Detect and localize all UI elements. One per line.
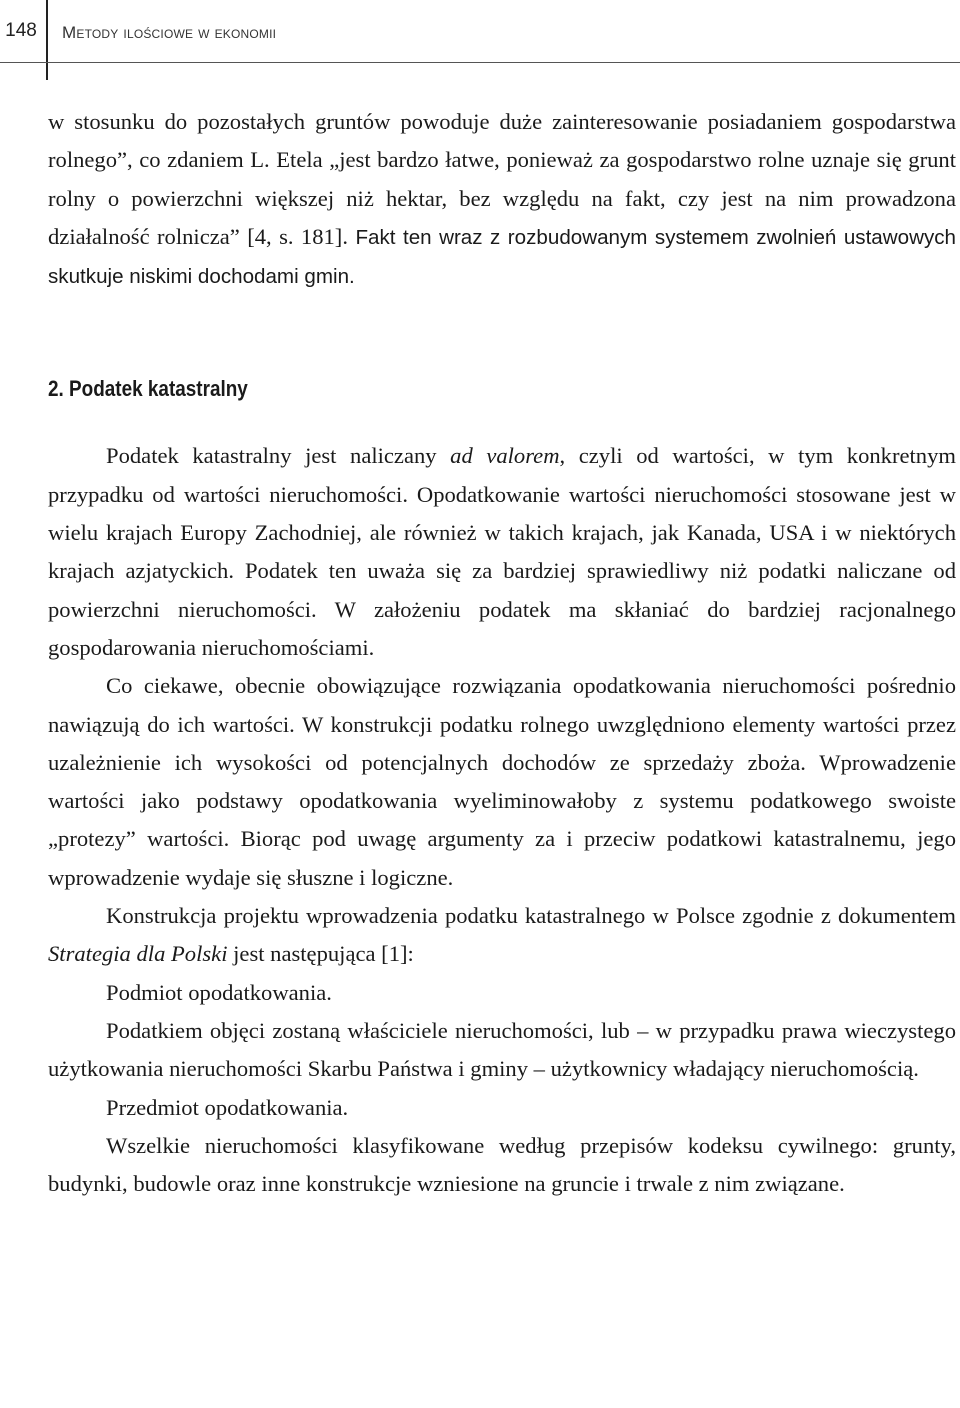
- page-body: [48, 103, 956, 1203]
- running-head: Metody ilościowe w ekonomii: [62, 23, 277, 42]
- paragraph-4: [48, 897, 956, 974]
- paragraph-1: [48, 103, 956, 296]
- section-heading: 2. Podatek katastralny: [48, 376, 248, 402]
- paragraph-2: [48, 437, 956, 667]
- header-vertical-rule: [46, 0, 48, 80]
- paragraph-1-serif: w stosunku do pozostałych gruntów powoduje duże zainteresowanie posiadaniem gospodarstwa rolnego”, co zdaniem L. Etela „jest bardzo łatwe, ponieważ za gospodarstwo rolne uznaje się grunt rolny o powierzchni większej niż hektar, bez względu na fakt, czy jest na nim prowadzona działalność rolnicza” [4, s. 181].: [48, 109, 956, 249]
- paragraph-5: Podmiot opodatkowania.: [106, 979, 332, 1005]
- paragraph-4-text-b: jest następująca [1]:: [227, 941, 414, 967]
- page-header: [0, 0, 960, 66]
- paragraph-3: Co ciekawe, obecnie obowiązujące rozwiązania opodatkowania nieruchomości pośrednio nawiązują do ich wartości. W konstrukcji podatku rolnego uwzględniono elementy wartości przez uzależnienie ich wysokości od potencjalnych dochodów ze sprzedaży zboża. Wprowadzenie wartości jako podstawy opodatkowania wyeliminowałoby z systemu podatkowego swoiste „protezy” wartości. Biorąc pod uwagę argumenty za i przeciw podatkowi katastralnemu, jego wprowadzenie wydaje się słuszne i logiczne.: [48, 673, 956, 890]
- paragraph-4-text-a: Konstrukcja projektu wprowadzenia podatku katastralnego w Polsce zgodnie z dokumentem: [106, 903, 956, 929]
- page-number: 148: [5, 20, 37, 41]
- header-horizontal-rule: [0, 62, 960, 63]
- paragraph-2-text-a: Podatek katastralny jest naliczany: [106, 443, 451, 469]
- paragraph-4-italic: Strategia dla Polski: [48, 941, 228, 967]
- paragraph-2-text-b: , czyli od wartości, w tym konkretnym przypadku od wartości nieruchomości. Opodatkowanie wartości nieruchomości stosowane jest w wielu krajach Europy Zachodniej, ale również w takich krajach, jak Kanada, USA i w niektórych krajach azjatyckich. Podatek ten uważa się za bardziej sprawiedliwy niż podatki naliczane od powierzchni nieruchomości. W założeniu podatek ma skłaniać do bardziej racjonalnego gospodarowania nieruchomościami.: [48, 443, 956, 660]
- paragraph-1-sans: Fakt ten wraz z rozbudowanym systemem zwolnień ustawowych skutkuje niskimi dochodami gmin.: [48, 225, 956, 289]
- paragraph-6: Podatkiem objęci zostaną właściciele nieruchomości, lub – w przypadku prawa wieczystego użytkowania nieruchomości Skarbu Państwa i gminy – użytkownicy władający nieruchomością.: [48, 1017, 956, 1082]
- paragraph-2-italic: ad valorem: [450, 443, 560, 469]
- paragraph-8: Wszelkie nieruchomości klasyfikowane według przepisów kodeksu cywilnego: grunty, budynki, budowle oraz inne konstrukcje wzniesione na gruncie i trwale z nim związane.: [48, 1132, 956, 1197]
- paragraph-7: Przedmiot opodatkowania.: [106, 1094, 349, 1120]
